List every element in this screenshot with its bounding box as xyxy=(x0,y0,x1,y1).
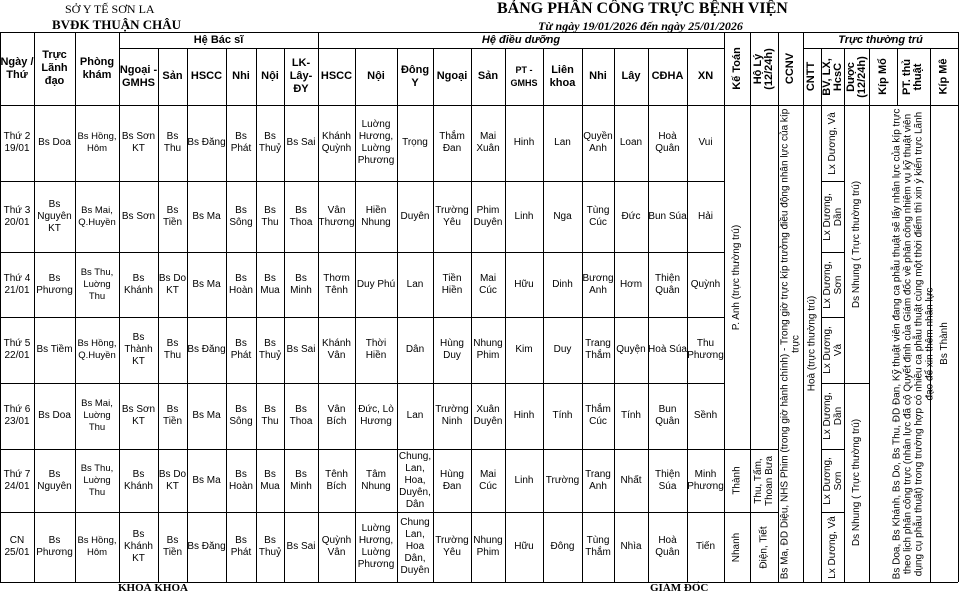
table-cell: Bs Thu xyxy=(163,131,182,154)
col-header-surg: Ngoại - GMHS xyxy=(119,63,158,89)
table-cell: Bs Phát xyxy=(230,338,252,361)
grid-line xyxy=(119,48,318,49)
col-header-cntt: CNTT xyxy=(805,61,818,92)
table-cell: Mai Cúc xyxy=(479,272,497,296)
table-cell: Đức, Lò Hương xyxy=(358,404,394,427)
table-cell: Bs Hoàn xyxy=(229,272,253,296)
table-cell: Hoà Quân xyxy=(655,131,680,154)
orderly-sun: Điện, Tiết xyxy=(758,525,770,569)
day-cell: Thứ 5 22/01 xyxy=(3,338,31,361)
anesthesia-team: Bs Thành xyxy=(938,322,950,365)
table-cell: Bs Thu xyxy=(261,404,279,427)
grid-line xyxy=(0,32,1,582)
grid-line xyxy=(724,512,778,513)
table-cell: Trường xyxy=(545,474,580,486)
table-cell: Bun Súa xyxy=(648,210,687,222)
table-cell: Bs Đăng xyxy=(187,137,226,148)
table-cell: Trang Anh xyxy=(585,468,611,492)
col-header-hscc: HSCC xyxy=(190,70,223,82)
table-cell: Thơm Tênh xyxy=(323,272,350,296)
table-cell: Mai Xuân xyxy=(476,131,500,154)
col-header-ped: Nhi xyxy=(232,70,250,82)
table-cell: Trọng xyxy=(402,137,428,148)
table-cell: Bs Mai, Luờng Thu xyxy=(81,398,113,433)
day-cell: Thứ 3 20/01 xyxy=(3,204,31,228)
grid-line xyxy=(0,252,724,253)
table-cell: Bs Thu, Luờng Thu xyxy=(80,266,114,302)
table-cell: Lan xyxy=(406,278,424,290)
col-header-day: Ngày / Thứ xyxy=(0,55,34,81)
table-cell: Hữu xyxy=(514,278,534,290)
table-cell: Thiện Quân xyxy=(654,272,680,296)
date-range: Từ ngày 19/01/2026 đến ngày 25/01/2026 xyxy=(538,19,743,33)
table-cell: Bs Khánh xyxy=(124,272,153,296)
grid-line xyxy=(803,48,958,49)
table-cell: Quyện xyxy=(616,344,646,355)
accountant-weekday: P. Anh (trực thường trú) xyxy=(731,224,743,330)
table-cell: Vân Thương xyxy=(318,204,355,228)
table-cell: Bs Mua xyxy=(260,468,280,492)
table-cell: Nhìa xyxy=(620,541,642,552)
grid-line xyxy=(897,48,898,105)
col-header-duoc: Dược (12/24h) xyxy=(844,55,868,98)
table-cell: Vui xyxy=(698,137,713,148)
table-cell: Hinh xyxy=(513,410,535,421)
table-cell: Lan xyxy=(554,137,571,148)
table-cell: Bs Sơn KT xyxy=(121,404,156,427)
grid-line xyxy=(821,252,844,253)
table-cell: Duy xyxy=(553,344,572,355)
table-cell: Bs Khánh xyxy=(124,468,153,492)
staff-note: Bs Ma, ĐD Diệu, NHS Phim (trong giờ hành chính) - Trong giờ trực kíp trưởng điều động nhân lực của kíp trực xyxy=(779,108,802,579)
table-cell: Tâm Nhung xyxy=(361,468,391,492)
col-header-kip-mo: Kíp Mổ xyxy=(876,58,889,95)
group-header-doctors: Hệ Bác sĩ xyxy=(193,33,244,46)
col-header-n-cdha: CĐHA xyxy=(651,70,684,82)
table-cell: Kim xyxy=(515,344,533,355)
table-cell: Thu Phương xyxy=(687,338,724,361)
grid-line xyxy=(34,32,35,582)
grid-line xyxy=(614,48,615,582)
table-cell: Bs Tiền xyxy=(162,404,183,427)
table-cell: Trường Yêu xyxy=(435,204,469,228)
col-header-pt-thuat: PT. thủ thuật xyxy=(901,58,925,95)
grid-line xyxy=(0,449,724,450)
col-header-obs: Sản xyxy=(162,70,183,82)
day-cell: Thứ 6 23/01 xyxy=(3,404,31,427)
driver-cell: Lx Dương, Sơn xyxy=(821,260,844,309)
table-cell: Dinh xyxy=(552,278,573,290)
table-cell: Bs Hồng, Q.Huyền xyxy=(77,338,117,361)
grid-line xyxy=(821,449,844,450)
col-header-int: Nội xyxy=(261,70,279,82)
table-cell: Phim Duyên xyxy=(473,204,503,228)
table-cell: Bs Do KT xyxy=(158,468,187,492)
table-cell: Bs Ma xyxy=(192,278,221,290)
table-cell: Linh xyxy=(514,474,534,486)
table-cell: Bs Thu xyxy=(163,338,182,361)
grid-line xyxy=(750,449,751,582)
table-cell: Bs Thuỷ xyxy=(258,535,282,558)
table-cell: Minh Phương xyxy=(687,468,724,492)
grid-line xyxy=(119,32,120,582)
grid-line xyxy=(821,48,822,582)
table-cell: Hiền Nhung xyxy=(361,204,391,228)
table-cell: Bs Thuỷ xyxy=(258,131,282,154)
group-header-resident: Trực thường trú xyxy=(838,33,923,46)
table-cell: Nhung Phim xyxy=(473,338,503,361)
table-cell: Bs Ma xyxy=(192,410,221,421)
grid-line xyxy=(355,48,356,582)
table-cell: Nhất xyxy=(620,474,642,486)
table-cell: Hinh xyxy=(513,137,535,148)
col-header-n-int: Nội xyxy=(367,70,385,82)
col-header-kt: Kế Toán xyxy=(730,47,743,90)
grid-line xyxy=(505,48,506,582)
col-header-n-surg: Ngoại xyxy=(436,70,468,82)
table-cell: Bs Minh xyxy=(290,468,312,492)
grid-line xyxy=(397,48,398,582)
table-cell: Đông xyxy=(550,541,575,552)
day-cell: Thứ 2 19/01 xyxy=(3,131,31,154)
table-cell: Bương Anh xyxy=(582,272,614,296)
table-cell: Trang Thắm xyxy=(585,338,611,361)
table-cell: Bs Phát xyxy=(230,535,252,558)
col-header-n-dy: Đông Y xyxy=(400,63,430,89)
group-header-nurses: Hệ điều dưỡng xyxy=(481,33,561,46)
table-cell: Tính xyxy=(620,410,641,421)
table-cell: Nhung Phim xyxy=(473,535,503,558)
table-cell: Bs Khánh KT xyxy=(124,529,153,564)
grid-line xyxy=(821,512,844,513)
table-cell: Tiến xyxy=(695,541,716,552)
grid-line xyxy=(158,48,159,582)
table-cell: Bs Ma xyxy=(192,210,221,222)
grid-line xyxy=(869,48,870,582)
page-title: BẢNG PHÂN CÔNG TRỰC BỆNH VIỆN xyxy=(497,0,788,17)
table-cell: Bs Phát xyxy=(230,131,252,154)
table-cell: Bs Doa xyxy=(38,137,71,148)
table-cell: Chung, Lan, Hoa, Duyên, Dân xyxy=(398,450,432,510)
grid-line xyxy=(318,48,724,49)
col-header-n-pt: PT - GMHS xyxy=(510,64,538,88)
grid-line xyxy=(821,181,844,182)
table-cell: Vân Bích xyxy=(326,404,347,427)
table-cell: Hùng Duy xyxy=(440,338,464,361)
col-header-leader: Trực Lãnh đạo xyxy=(41,49,68,87)
table-cell: Tùng Cúc xyxy=(586,204,610,228)
table-cell: Bs Doa xyxy=(38,410,71,421)
col-header-clinic: Phòng khám xyxy=(79,55,115,81)
day-cell: CN 25/01 xyxy=(4,535,30,558)
grid-line xyxy=(256,48,257,582)
col-header-n-obs: Sản xyxy=(477,70,499,82)
grid-line xyxy=(318,32,319,582)
org-name: SỞ Y TẾ SƠN LA xyxy=(65,2,155,16)
grid-line xyxy=(0,32,958,33)
driver-cell: Lx Dương, Và xyxy=(827,111,839,175)
table-cell: Bs Hồng, Hôm xyxy=(77,131,117,154)
table-cell: Khánh Vân xyxy=(322,338,351,361)
table-cell: Bs Tiềm xyxy=(36,344,73,355)
table-cell: Bs Ma xyxy=(192,474,221,486)
table-cell: Bs Sông xyxy=(229,204,253,228)
grid-line xyxy=(0,383,724,384)
table-cell: Chung Lan, Hoa Dân, Duyên xyxy=(400,517,430,576)
table-cell: Bs Phương xyxy=(36,272,73,296)
col-header-n-inf: Lây xyxy=(621,70,641,82)
table-cell: Bs Sơn xyxy=(121,210,156,222)
col-header-n-ped: Nhi xyxy=(589,70,607,82)
col-header-lk: LK-Lây-ĐY xyxy=(289,57,313,95)
table-cell: Luờng Hương, Luờng Phương xyxy=(357,119,395,166)
table-cell: Bs Sai xyxy=(286,137,316,148)
driver-cell: Lx Dương, Và xyxy=(827,515,839,579)
col-header-bv: BV, LX, HcsC xyxy=(820,57,844,96)
footer-left: KHOÁ KHOA xyxy=(118,582,188,594)
day-cell: Thứ 4 21/01 xyxy=(3,272,31,296)
accountant-sat: Thành xyxy=(731,466,743,495)
col-header-hl: Hộ Lý (12/24h) xyxy=(752,47,776,90)
table-cell: Bs Sơn KT xyxy=(121,131,156,154)
table-cell: Hoà Quân xyxy=(655,535,680,558)
table-cell: Trường Ninh xyxy=(435,404,469,427)
table-cell: Linh xyxy=(514,210,534,222)
table-cell: Quỳnh xyxy=(690,278,721,290)
col-header-n-xn: XN xyxy=(697,70,714,82)
table-cell: Bs Sai xyxy=(286,344,316,355)
grid-line xyxy=(582,48,583,582)
table-cell: Bs Thoa xyxy=(289,204,313,228)
table-cell: Tênh Bích xyxy=(325,468,348,492)
table-cell: Bs Sai xyxy=(286,541,316,552)
driver-cell: Lx Dương, Dần xyxy=(821,392,844,440)
table-cell: Khánh Quỳnh xyxy=(321,131,352,154)
grid-line xyxy=(0,317,724,318)
table-cell: Bs Do KT xyxy=(158,272,187,296)
grid-line xyxy=(433,48,434,582)
grid-line xyxy=(471,48,472,582)
table-cell: Hữu xyxy=(514,541,534,552)
grid-line xyxy=(844,383,869,384)
orderly-sat: Thu, Tấm, Thoan Bưa xyxy=(753,455,775,506)
table-cell: Thắm Đan xyxy=(439,131,465,154)
table-cell: Bs Mai, Q.Huyền xyxy=(78,204,116,228)
table-cell: Duyên xyxy=(400,210,430,222)
table-cell: Bun Quân xyxy=(655,404,680,427)
table-cell: Bs Phương xyxy=(36,535,73,558)
grid-line xyxy=(0,512,724,513)
table-cell: Tiền Hiền xyxy=(441,272,463,296)
it-note: Hoà (trực thường trú) xyxy=(806,295,818,392)
table-cell: Hơm xyxy=(619,278,643,290)
table-cell: Quỳnh Vân xyxy=(321,535,352,558)
surgery-team-note: Bs Doa, Bs Khánh, Bs Do, Bs Thu, ĐD Đan, Kỹ thuật viên đang ca phẫu thuật sẽ lấy nhân lực của kíp trực theo lịch phân công trực (nhân lực đã cộ Quyết định của Giám đốc về phân công nhiệm vụ kỹ thuật viên dụng cụ phẫu thuật) trong trường hợp có nhiều ca phẫu thuật cùng một thời điểm thì xin ý kiến trực Lãnh đạo để xin thêm nhân lực xyxy=(891,108,936,579)
table-cell: Lan xyxy=(406,410,424,421)
driver-cell: Lx Dương, Dần xyxy=(821,192,844,241)
table-cell: Đức xyxy=(621,210,641,222)
table-cell: Bs Thoa xyxy=(289,404,313,427)
grid-line xyxy=(284,48,285,582)
table-cell: Bs Minh xyxy=(290,272,312,296)
grid-line xyxy=(687,48,688,582)
table-cell: Loan xyxy=(619,137,643,148)
table-cell: Mai Cúc xyxy=(479,468,497,492)
table-cell: Bs Thành KT xyxy=(124,332,153,367)
table-cell: Xuân Duyên xyxy=(473,404,503,427)
table-cell: Sềnh xyxy=(693,410,718,421)
grid-line xyxy=(187,48,188,582)
grid-line xyxy=(821,383,844,384)
grid-line xyxy=(724,449,778,450)
table-cell: Bs Hồng, Hôm xyxy=(77,535,117,558)
table-cell: Bs Tiền xyxy=(162,204,183,228)
table-cell: Bs Mua xyxy=(260,272,280,296)
table-cell: Dân xyxy=(405,344,425,355)
col-header-n-hscc: HSCC xyxy=(320,70,353,82)
accountant-sun: Nhanh xyxy=(731,532,743,562)
table-cell: Bs Hoàn xyxy=(229,468,253,492)
table-cell: Bs Tiền xyxy=(162,535,183,558)
table-cell: Tính xyxy=(552,410,573,421)
pharmacy-top: Ds Nhung ( Trực thường trú) xyxy=(851,180,862,308)
table-cell: Hải xyxy=(697,210,713,222)
col-header-cnv: CCNV xyxy=(784,52,797,85)
table-cell: Bs Thu, Luờng Thu xyxy=(80,462,114,498)
grid-line xyxy=(930,105,931,582)
table-cell: Bs Thu xyxy=(261,204,279,228)
pharmacy-bottom: Ds Nhung ( Trực thường trú) xyxy=(851,418,862,547)
grid-line xyxy=(0,582,958,583)
grid-line xyxy=(226,48,227,582)
table-cell: Thiện Súa xyxy=(654,468,680,492)
table-cell: Bs Đăng xyxy=(187,344,226,355)
table-cell: Hùng Đan xyxy=(440,468,464,492)
grid-line xyxy=(543,48,544,582)
table-cell: Bs Đăng xyxy=(187,541,226,552)
grid-line xyxy=(821,317,844,318)
table-cell: Hoà Súa xyxy=(648,344,687,355)
hospital-name: BVĐK THUẬN CHÂU xyxy=(52,17,182,32)
table-cell: Luờng Hương, Luờng Phương xyxy=(357,523,395,570)
table-cell: Bs Nguyên KT xyxy=(37,198,72,234)
table-cell: Bs Sông xyxy=(229,404,253,427)
grid-line xyxy=(803,32,804,582)
col-header-n-lk: Liên khoa xyxy=(549,63,576,89)
table-cell: Bs Thuỷ xyxy=(258,338,282,361)
grid-line xyxy=(0,181,724,182)
grid-line xyxy=(648,48,649,582)
table-cell: Tùng Thắm xyxy=(585,535,611,558)
table-cell: Trường Yêu xyxy=(435,535,469,558)
table-cell: Thời Hiền xyxy=(365,338,387,361)
table-cell: Duy Phú xyxy=(356,278,396,290)
grid-line xyxy=(724,32,725,582)
driver-cell: Lx Dương, Sơn xyxy=(821,456,844,505)
grid-line xyxy=(930,48,931,105)
grid-line xyxy=(844,48,845,582)
grid-line xyxy=(75,32,76,582)
table-cell: Thắm Cúc xyxy=(585,404,611,427)
grid-line xyxy=(778,32,779,582)
table-cell: Bs Nguyên xyxy=(37,468,72,492)
footer-right: GIÁM ĐỐC xyxy=(650,582,709,594)
day-cell: Thứ 7 24/01 xyxy=(3,468,31,492)
table-cell: Quyền Anh xyxy=(583,131,613,154)
grid-line xyxy=(0,105,958,106)
col-header-kip-me: Kíp Mê xyxy=(937,58,950,95)
driver-cell: Lx Dương, Và xyxy=(821,326,844,374)
table-cell: Nga xyxy=(553,210,572,222)
